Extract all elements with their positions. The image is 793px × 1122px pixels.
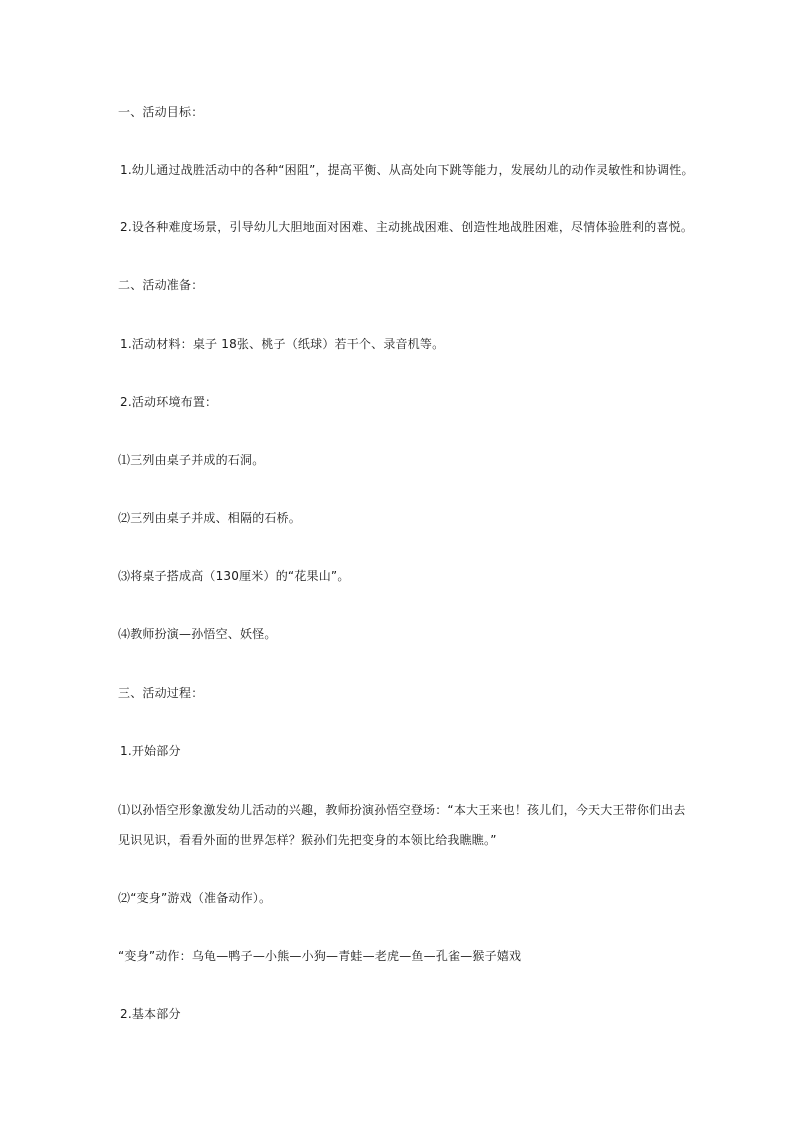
section-heading-goals: 一、活动目标： (118, 105, 204, 119)
process-item-2: ⑵“变身”游戏（准备动作）。 (118, 891, 272, 905)
process-item-1-line-1: ⑴以孙悟空形象激发幼儿活动的兴趣，教师扮演孙悟空登场：“本大王来也！孩儿们，今天大王带你们出去 (118, 803, 686, 817)
env-item-1: ⑴三列由桌子并成的石洞。 (118, 453, 265, 467)
prep-item-1: 1.活动材料：桌子 18张、桃子（纸球）若干个、录音机等。 (120, 337, 445, 351)
goal-item-2: 2.设各种难度场景，引导幼儿大胆地面对困难、主动挑战困难、创造性地战胜困难，尽情体验胜利的喜悦。 (120, 220, 694, 234)
process-part-2: 2.基本部分 (120, 1007, 181, 1021)
process-item-3: “变身”动作：乌龟—鸭子—小熊—小狗—青蛙—老虎—鱼—孔雀—猴子嬉戏 (118, 949, 522, 963)
env-item-2: ⑵三列由桌子并成、相隔的石桥。 (118, 511, 302, 525)
prep-item-2: 2.活动环境布置： (120, 395, 218, 409)
section-heading-preparation: 二、活动准备： (118, 278, 204, 292)
process-item-1-line-2: 见识见识，看看外面的世界怎样？猴孙们先把变身的本领比给我瞧瞧。” (118, 833, 497, 847)
env-item-4: ⑷教师扮演—孙悟空、妖怪。 (118, 627, 277, 641)
env-item-3: ⑶将桌子搭成高（130厘米）的“花果山”。 (118, 569, 350, 583)
process-part-1: 1.开始部分 (120, 744, 181, 758)
goal-item-1: 1.幼儿通过战胜活动中的各种“困阻”，提高平衡、从高处向下跳等能力，发展幼儿的动作灵敏性和协调性。 (120, 163, 694, 177)
section-heading-process: 三、活动过程： (118, 686, 204, 700)
